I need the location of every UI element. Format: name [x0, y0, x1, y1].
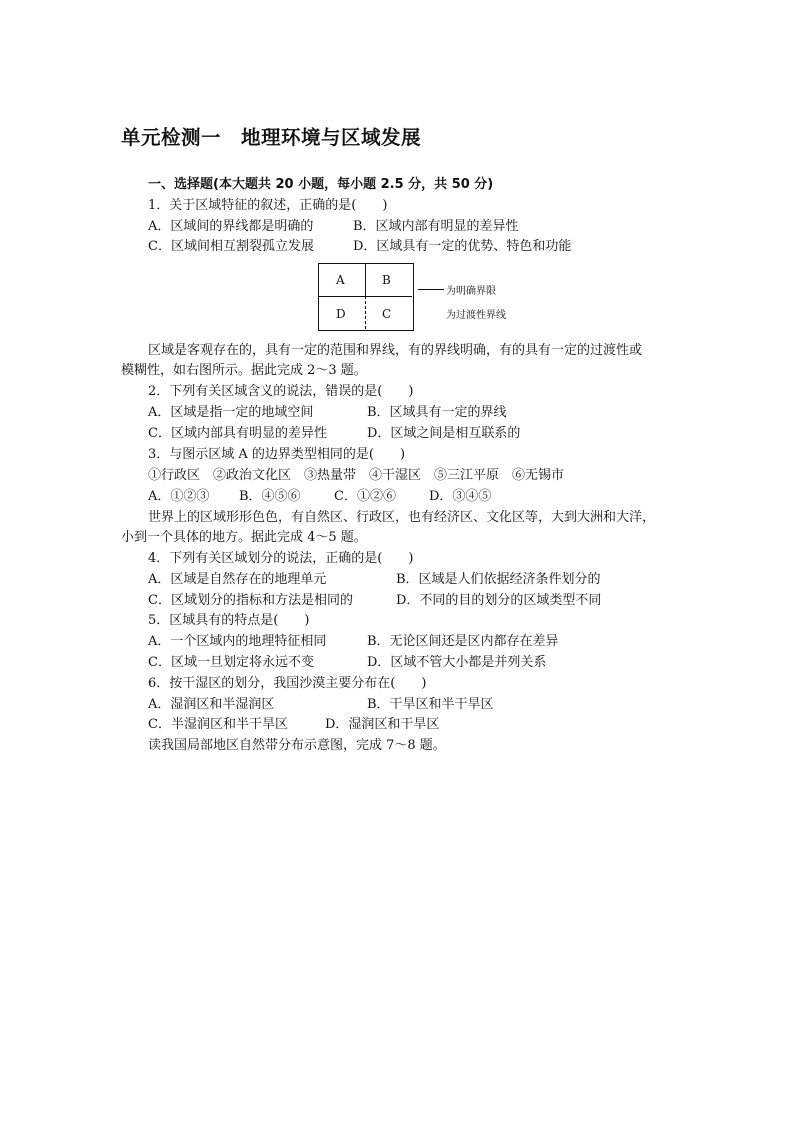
question-4-option-b: B．区域是人们依据经济条件划分的	[396, 572, 601, 587]
page-title: 单元检测一 地理环境与区域发展	[121, 126, 422, 149]
question-4-option-c: C．区域划分的指标和方法是相同的	[148, 593, 353, 608]
question-1-stem: 1．关于区域特征的叙述，正确的是( )	[148, 198, 388, 213]
section-heading: 一、选择题(本大题共 20 小题，每小题 2.5 分，共 50 分)	[148, 177, 494, 192]
passage-3: 读我国局部地区自然带分布示意图，完成 7～8 题。	[148, 738, 446, 753]
question-3-option-a: A．①②③	[148, 489, 210, 504]
question-3-option-b: B．④⑤⑥	[239, 489, 301, 504]
passage-1-line-1: 区域是客观存在的，具有一定的范围和界线，有的界线明确，有的具有一定的过渡性或	[148, 343, 643, 358]
question-1-option-a: A．区域间的界线都是明确的	[148, 219, 314, 234]
question-6-option-b: B．干旱区和半干旱区	[367, 697, 494, 712]
figure-outer-box	[318, 263, 414, 331]
legend-solid-label: 为明确界限	[446, 286, 496, 297]
figure-vertical-dashed-line	[365, 296, 366, 329]
question-6-option-c: C．半湿润区和半干旱区	[148, 717, 288, 732]
question-6-option-d: D．湿润区和干旱区	[325, 717, 440, 732]
figure-vertical-solid-line	[365, 263, 366, 296]
passage-2-line-2: 小到一个具体的地方。据此完成 4～5 题。	[121, 530, 367, 545]
figure-cell-c: C	[382, 307, 392, 321]
question-6-stem: 6．按干湿区的划分，我国沙漠主要分布在( )	[148, 676, 427, 691]
passage-1-line-2: 模糊性，如右图所示。据此完成 2～3 题。	[121, 363, 367, 378]
question-2-option-a: A．区域是指一定的地域空间	[148, 405, 314, 420]
question-5-option-c: C．区域一旦划定将永远不变	[148, 655, 314, 670]
question-2-stem: 2．下列有关区域含义的说法，错误的是( )	[148, 384, 414, 399]
question-1-option-d: D．区域具有一定的优势、特色和功能	[353, 239, 572, 254]
question-3-option-c: C．①②⑥	[334, 489, 396, 504]
question-2-option-d: D．区域之间是相互联系的	[367, 426, 521, 441]
question-4-option-d: D．不同的目的划分的区域类型不同	[396, 593, 602, 608]
question-2-option-c: C．区域内部具有明显的差异性	[148, 426, 327, 441]
legend-solid-line-sample	[418, 289, 444, 290]
question-2-option-b: B．区域具有一定的界线	[367, 405, 507, 420]
question-4-stem: 4．下列有关区域划分的说法，正确的是( )	[148, 551, 414, 566]
question-5-stem: 5．区域具有的特点是( )	[148, 613, 310, 628]
question-1-option-b: B．区域内部有明显的差异性	[353, 219, 519, 234]
figure-cell-d: D	[336, 307, 346, 321]
passage-2-line-1: 世界上的区域形形色色，有自然区、行政区，也有经济区、文化区等，大到大洲和大洋，	[148, 510, 656, 525]
region-boundary-figure	[318, 263, 518, 333]
question-4-option-a: A．区域是自然存在的地理单元	[148, 572, 327, 587]
question-3-option-d: D．③④⑤	[429, 489, 492, 504]
question-5-option-a: A．一个区域内的地理特征相同	[148, 634, 327, 649]
question-6-option-a: A．湿润区和半湿润区	[148, 697, 275, 712]
question-3-stem: 3．与图示区域 A 的边界类型相同的是( )	[148, 447, 406, 462]
question-5-option-d: D．区域不管大小都是并列关系	[367, 655, 547, 670]
question-1-option-c: C．区域间相互割裂孤立发展	[148, 239, 314, 254]
legend-dashed-label: 为过渡性界线	[446, 310, 506, 321]
question-5-option-b: B．无论区间还是区内都存在差异	[367, 634, 559, 649]
figure-cell-a: A	[336, 273, 345, 287]
question-3-items: ①行政区 ②政治文化区 ③热量带 ④干湿区 ⑤三江平原 ⑥无锡市	[148, 468, 565, 483]
figure-cell-b: B	[382, 273, 391, 287]
